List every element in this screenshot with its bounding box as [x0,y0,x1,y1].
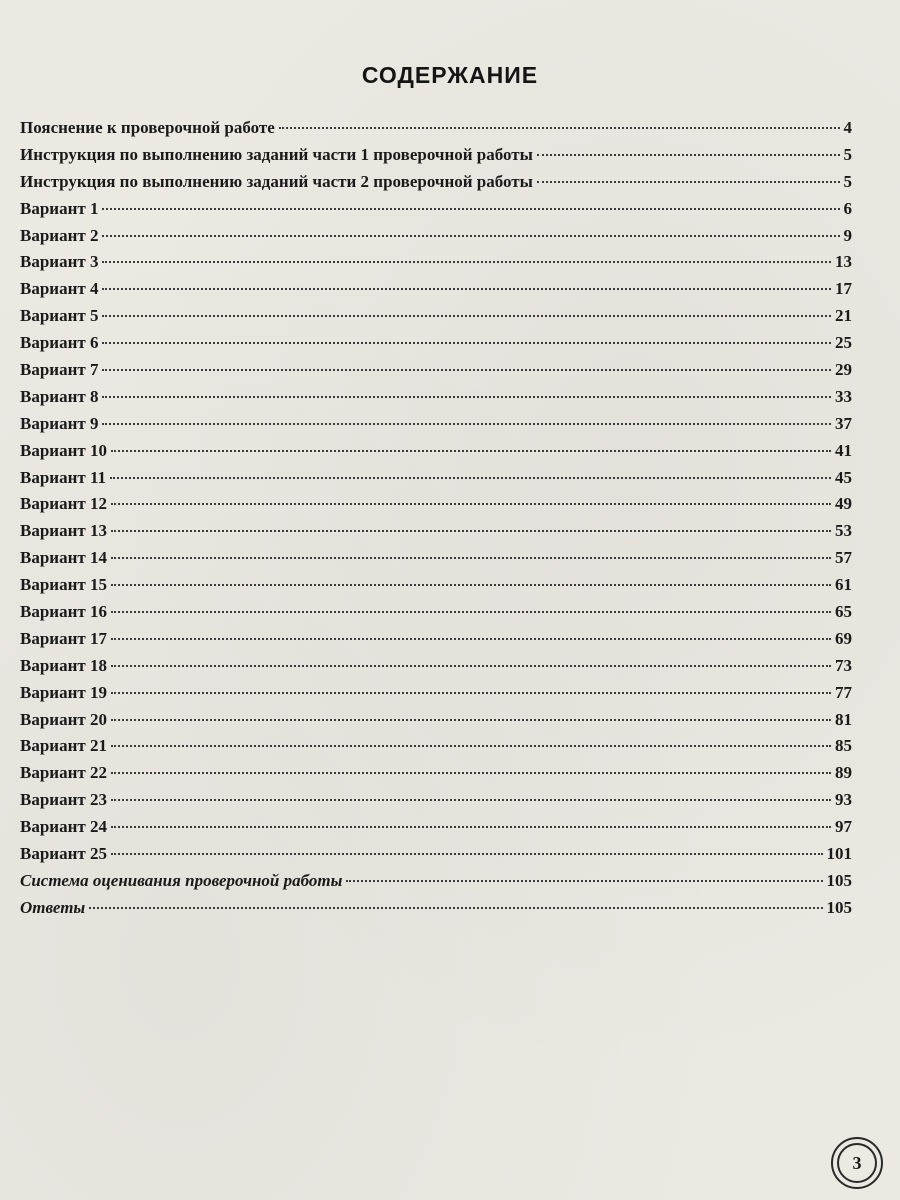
dot-leader [102,369,831,371]
dot-leader [102,396,831,398]
dot-leader [346,880,822,882]
toc-entry-page-number: 57 [835,548,852,568]
toc-entry-label: Вариант 6 [20,333,99,353]
toc-entry-page-number: 77 [835,682,852,702]
toc-entry-page-number: 89 [835,763,852,783]
toc-entry-page-number: 85 [835,736,852,756]
toc-entry-label: Вариант 11 [20,467,107,487]
toc-entry [20,871,852,898]
toc-entry-label: Вариант 5 [20,306,99,326]
toc-entry [20,387,852,414]
toc-entry [20,548,852,575]
toc-entry-label: Вариант 10 [20,440,107,460]
toc-entry-page-number: 61 [835,575,852,595]
toc-entry-page-number: 37 [835,413,852,433]
toc-entry [20,898,852,925]
toc-entry-label: Вариант 17 [20,628,107,648]
dot-leader [111,530,831,532]
toc-entry-label: Вариант 24 [20,817,107,837]
toc-entry-page-number: 93 [835,790,852,810]
toc-entry [20,468,852,495]
toc-entry-label: Вариант 13 [20,521,107,541]
toc-entry-label: Вариант 8 [20,386,99,406]
toc-entry-label: Вариант 12 [20,494,107,514]
toc-entry-label: Вариант 22 [20,763,107,783]
toc-entry-page-number: 97 [835,817,852,837]
dot-leader [537,154,840,156]
dot-leader [111,826,831,828]
toc-entry [20,360,852,387]
dot-leader [111,584,831,586]
page-title: СОДЕРЖАНИЕ [361,62,539,88]
toc-entry-label: Инструкция по выполнению заданий части 2 проверочной работы [20,171,533,191]
toc-entry-page-number: 49 [835,494,852,514]
toc-entry-page-number: 4 [843,118,852,137]
toc-entry-page-number: 6 [843,198,852,218]
toc-entry-page-number: 21 [835,306,852,326]
toc-entry-page-number: 105 [826,870,852,890]
toc-entry-page-number: 13 [835,252,852,272]
toc-entry [20,279,852,306]
dot-leader [111,853,823,855]
toc-entry-page-number: 101 [826,844,852,864]
dot-leader [111,719,831,721]
toc-entry-page-number: 9 [843,225,852,245]
toc-entry [20,763,852,790]
toc-entry [20,199,852,226]
toc-entry-page-number: 69 [835,628,852,648]
toc-entry-label: Вариант 14 [20,548,107,568]
toc-entry [20,172,852,199]
dot-leader [102,235,839,237]
toc-entry-page-number: 5 [843,171,852,191]
toc-entry-page-number: 105 [826,897,852,917]
toc-entry-page-number: 17 [835,279,852,299]
dot-leader [110,477,831,479]
toc-entry-label: Вариант 1 [20,198,99,218]
toc-entry-label: Ответы [20,897,86,917]
toc-entry [20,333,852,360]
dot-leader [102,423,831,425]
dot-leader [111,745,831,747]
toc-entry [20,629,852,656]
toc-entry-label: Система оценивания проверочной работы [20,870,343,890]
toc-entry [20,441,852,468]
toc-entry [20,521,852,548]
toc-entry-label: Вариант 2 [20,225,99,245]
toc-entry-label: Вариант 23 [20,790,107,810]
toc-entry [20,844,852,871]
toc-entry-label: Пояснение к проверочной работе [20,118,275,137]
dot-leader [89,907,822,909]
toc-entry [20,494,852,521]
toc-entry-label: Вариант 21 [20,736,107,756]
toc-entry-label: Вариант 25 [20,844,107,864]
toc-entry [20,790,852,817]
toc-entry-page-number: 5 [843,144,852,164]
toc-entry [20,602,852,629]
dot-leader [102,315,831,317]
dot-leader [111,799,831,801]
toc-entry-page-number: 73 [835,655,852,675]
dot-leader [111,450,831,452]
dot-leader [102,208,839,210]
toc-entry-page-number: 41 [835,440,852,460]
toc-entry [20,817,852,844]
toc-entry-label: Вариант 18 [20,655,107,675]
toc-entry [20,710,852,737]
dot-leader [111,638,831,640]
toc-entry-label: Вариант 7 [20,360,99,380]
dot-leader [111,772,831,774]
dot-leader [111,611,831,613]
toc-entry-page-number: 81 [835,709,852,729]
toc-entry [20,306,852,333]
toc-entry [20,656,852,683]
toc-entry-page-number: 65 [835,602,852,622]
toc-entry-label: Вариант 4 [20,279,99,299]
toc-entry-label: Инструкция по выполнению заданий части 1 проверочной работы [20,144,533,164]
page-number-badge [831,1137,883,1189]
toc-entry-page-number: 33 [835,386,852,406]
toc-entry [20,414,852,441]
dot-leader [111,692,831,694]
toc-entry-page-number: 45 [835,467,852,487]
table-of-contents [20,118,852,925]
toc-entry-page-number: 29 [835,360,852,380]
toc-entry [20,575,852,602]
toc-entry [20,226,852,253]
toc-entry-label: Вариант 3 [20,252,99,272]
page-number: 3 [837,1143,877,1183]
toc-entry-label: Вариант 19 [20,682,107,702]
toc-entry [20,118,852,145]
dot-leader [102,261,831,263]
toc-entry-label: Вариант 16 [20,602,107,622]
dot-leader [102,288,831,290]
dot-leader [279,127,840,129]
toc-entry [20,252,852,279]
dot-leader [111,503,831,505]
toc-entry [20,736,852,763]
toc-entry [20,145,852,172]
dot-leader [111,665,831,667]
toc-entry-page-number: 53 [835,521,852,541]
toc-entry [20,683,852,710]
dot-leader [537,181,840,183]
toc-entry-label: Вариант 9 [20,413,99,433]
toc-entry-label: Вариант 15 [20,575,107,595]
toc-entry-label: Вариант 20 [20,709,107,729]
dot-leader [102,342,831,344]
dot-leader [111,557,831,559]
toc-entry-page-number: 25 [835,333,852,353]
